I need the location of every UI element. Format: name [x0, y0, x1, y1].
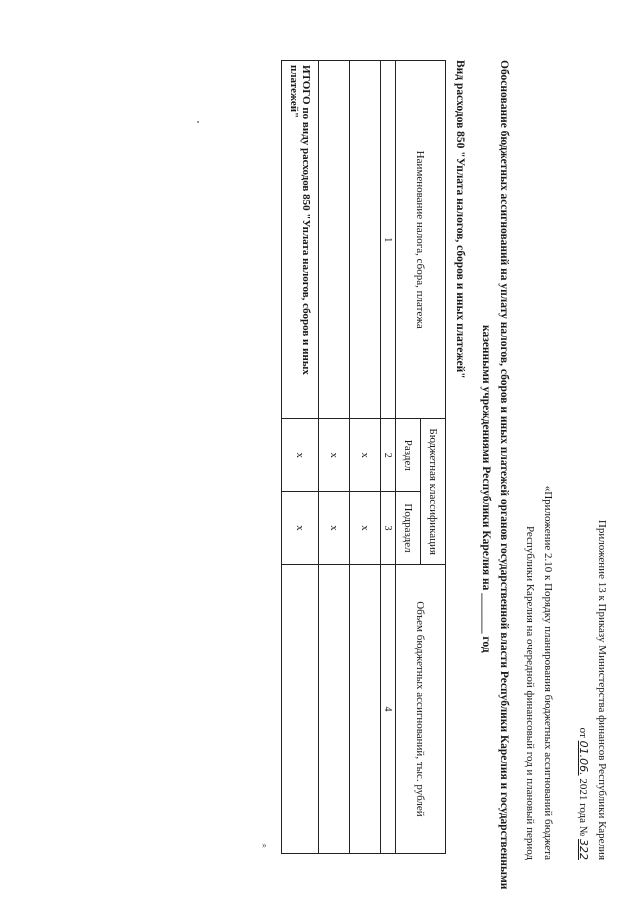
total-label: ИТОГО по виду расходов 850 "Уплата налогов, сборов и иных платежей"	[282, 61, 319, 419]
rotated-document-page	[20, 40, 620, 890]
total-section: x	[282, 419, 319, 492]
cell-subsection: x	[350, 492, 381, 565]
column-number: 1	[381, 61, 396, 419]
expense-type-subtitle: Вид расходов 850 "Уплата налогов, сборов и иных платежей"	[454, 60, 466, 379]
col-header-budget-classification: Бюджетная классификация	[421, 419, 446, 564]
cell-name	[350, 61, 381, 419]
closing-quote-mark: »	[262, 840, 267, 850]
total-volume	[282, 564, 319, 853]
total-subsection: x	[282, 492, 319, 565]
table-row	[319, 61, 350, 854]
column-number-row	[381, 61, 396, 854]
order-date-line	[577, 728, 590, 860]
column-number: 3	[381, 492, 396, 565]
reference-line-2: Республики Карелия на очередной финансовый год и плановый период	[524, 525, 536, 860]
cell-name	[319, 61, 350, 419]
handwritten-number: 322	[577, 839, 590, 860]
cell-section: x	[319, 419, 350, 492]
total-row	[282, 61, 319, 854]
col-header-volume: Объем бюджетных ассигнований, тыс. рублей	[396, 564, 446, 853]
column-number: 4	[381, 564, 396, 853]
document-title-line-2: казенными учреждениями Республики Карелия на _______ год	[480, 325, 492, 653]
reference-line-1: «Приложение 2.10 к Порядку планирования бюджетных ассигнований бюджета	[542, 485, 554, 860]
table-header-row	[421, 61, 446, 854]
column-number: 2	[381, 419, 396, 492]
cell-section: x	[350, 419, 381, 492]
document-title-line-1: Обоснование бюджетных ассигнований на уплату налогов, сборов и иных платежей органов государственной власти Республики Карелия и государственными	[498, 60, 510, 890]
col-header-subsection: Подраздел	[396, 492, 421, 565]
handwritten-date: 01.06.	[577, 740, 590, 776]
cell-subsection: x	[319, 492, 350, 565]
table-row	[350, 61, 381, 854]
cell-volume	[319, 564, 350, 853]
budget-table	[281, 60, 446, 854]
cell-volume	[350, 564, 381, 853]
col-header-name: Наименование налога, сбора, платежа	[396, 61, 446, 419]
date-year: 2021 года №	[577, 778, 589, 837]
col-header-section: Раздел	[396, 419, 421, 492]
date-prefix: от	[577, 727, 589, 738]
appendix-line: Приложение 13 к Приказу Министерства финансов Республики Карелия	[596, 519, 608, 860]
